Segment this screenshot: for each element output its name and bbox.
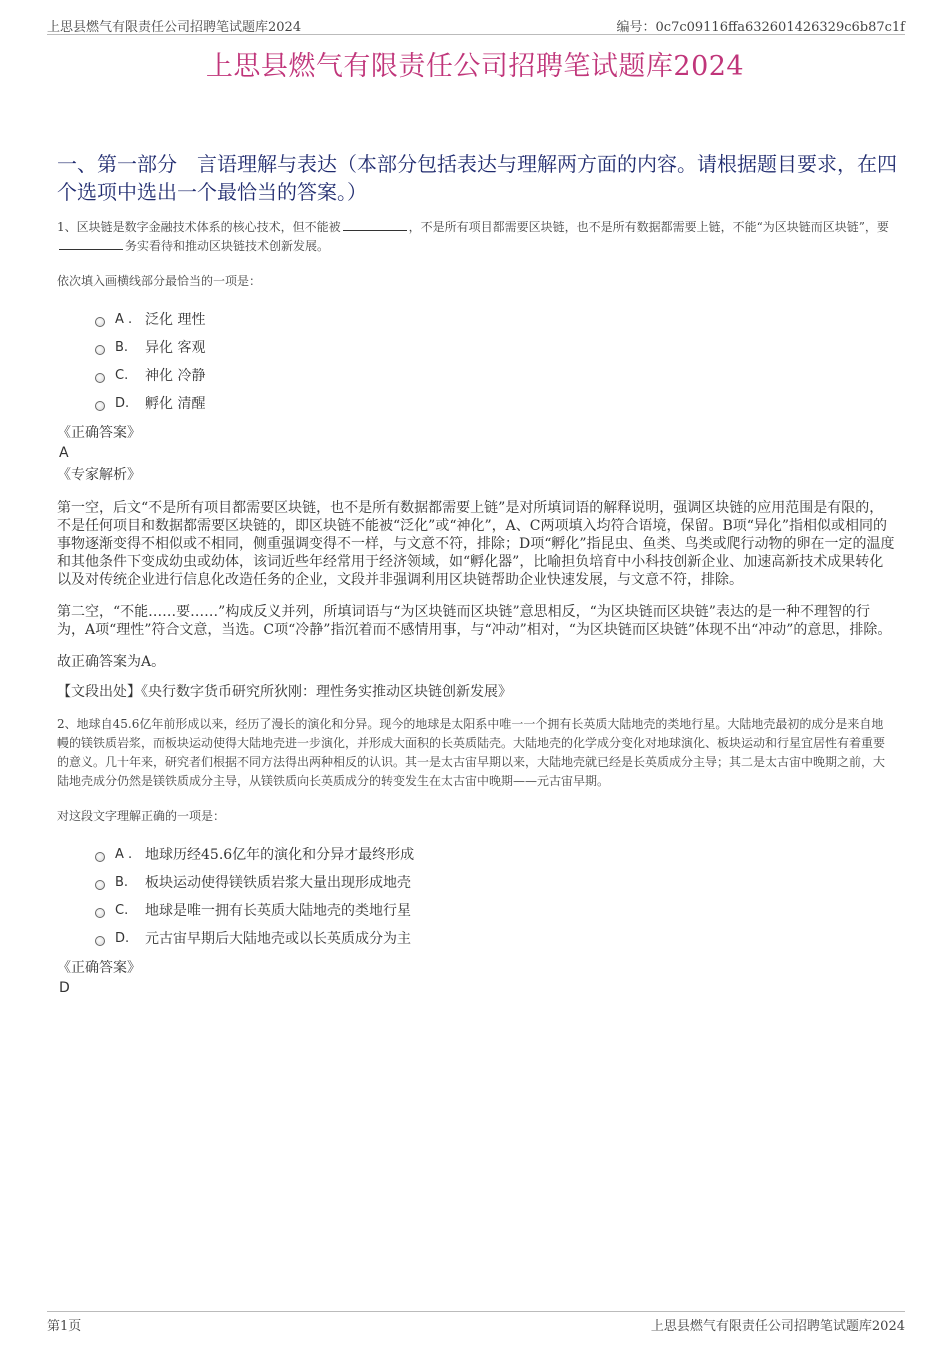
option-text: 孵化 清醒: [145, 396, 206, 412]
fill-blank-1: [343, 218, 407, 231]
page-footer: [47, 1311, 905, 1334]
stem-part-c: 务实看待和推动区块链技术创新发展。: [125, 239, 330, 253]
analysis-paragraph-1: 第一空，后文“不是所有项目都需要区块链，也不是所有数据都需要上链”是对所填词语的解释说明，强调区块链的应用范围是有限的，不是任何项目和数据都需要区块链的，即区块链不能被“泛化”或“神化”，A、C两项填入均符合语境，保留。B项“异化”指相似或相同的事物逐渐变得不相似或不相同，侧重强调变得不一样，与文意不符，排除；D项“孵化”指昆虫、鱼类、鸟类或爬行动物的卵在一定的温度和其他条件下变成幼虫或幼体，该词近些年经常用于经济领域，如“孵化器”，比喻担负培育中小科技创新企业、加速高新技术成果转化以及对传统企业进行信息化改造任务的企业，文段并非强调利用区块链帮助企业快速发展，与文意不符，排除。: [57, 500, 895, 588]
option-c[interactable]: [95, 361, 895, 389]
option-text: 板块运动使得镁铁质岩浆大量出现形成地壳: [145, 875, 411, 891]
option-text: 异化 客观: [145, 340, 206, 356]
question-1-options: [95, 305, 895, 417]
header-doc-id: 编号：0c7c09116ffa632601426329c6b87c1f: [616, 20, 905, 35]
option-letter: C.: [115, 367, 129, 383]
option-b[interactable]: [95, 333, 895, 361]
stem-part-a: 1、区块链是数字金融技术体系的核心技术，但不能被: [57, 220, 341, 234]
analysis-conclusion: 故正确答案为A。: [57, 654, 166, 670]
option-letter: A .: [115, 311, 133, 327]
page-number: 第1页: [47, 1319, 82, 1334]
page-header: [47, 14, 905, 35]
option-letter: A .: [115, 846, 133, 862]
option-a[interactable]: [95, 840, 895, 868]
question-2-stem: 2、地球自45.6亿年前形成以来，经历了漫长的演化和分异。现今的地球是太阳系中唯一一个拥有长英质大陆地壳的类地行星。大陆地壳最初的成分是来自地幔的镁铁质岩浆，而板块运动使得大陆地壳进一步演化，并形成大面积的长英质陆壳。大陆地壳的化学成分变化对地球演化、板块运动和行星宜居性有着重要的意义。几十年来，研究者们根据不同方法得出两种相反的认识。其一是太古宙早期以来，大陆地壳就已经是长英质成分主导；其二是太古宙中晚期之前，大陆地壳成分仍然是镁铁质成分主导，从镁铁质向长英质成分的转变发生在太古宙中晚期——元古宙早期。: [57, 717, 886, 788]
radio-icon[interactable]: [95, 936, 105, 946]
answer-value: A: [59, 445, 69, 461]
section-heading: 一、第一部分 言语理解与表达（本部分包括表达与理解两方面的内容。请根据题目要求，在四个选项中选出一个最恰当的答案。）: [57, 152, 897, 204]
stem-part-b: ，不是所有项目都需要区块链，也不是所有数据都需要上链，不能“为区块链而区块链”，要: [408, 220, 889, 234]
option-letter: C.: [115, 902, 129, 918]
footer-doc-title: 上思县燃气有限责任公司招聘笔试题库2024: [650, 1319, 905, 1334]
analysis-source: 【文段出处】《央行数字货币研究所狄刚：理性务实推动区块链创新发展》: [57, 684, 512, 700]
question-1-stem: [57, 218, 895, 256]
option-text: 泛化 理性: [145, 312, 206, 328]
radio-icon[interactable]: [95, 852, 105, 862]
option-c[interactable]: [95, 896, 895, 924]
header-doc-title: 上思县燃气有限责任公司招聘笔试题库2024: [47, 20, 302, 35]
question-1-prompt: 依次填入画横线部分最恰当的一项是：: [57, 274, 262, 288]
option-text: 神化 冷静: [145, 368, 206, 384]
fill-blank-2: [59, 237, 123, 250]
option-d[interactable]: [95, 924, 895, 952]
option-text: 元古宙早期后大陆地壳或以长英质成分为主: [145, 931, 411, 947]
document-title: 上思县燃气有限责任公司招聘笔试题库2024: [205, 51, 745, 82]
question-2-options: [95, 840, 895, 952]
option-text: 地球是唯一拥有长英质大陆地壳的类地行星: [145, 903, 411, 919]
radio-icon[interactable]: [95, 401, 105, 411]
analysis-paragraph-2: 第二空，“不能……要……”构成反义并列，所填词语与“为区块链而区块链”意思相反，“为区块链而区块链”表达的是一种不理智的行为，A项“理性”符合文意，当选。C项“冷静”指沉着而不感情用事，与“冲动”相对，“为区块链而区块链”体现不出“冲动”的意思，排除。: [57, 604, 892, 638]
option-a[interactable]: [95, 305, 895, 333]
answer-value: D: [59, 980, 70, 996]
radio-icon[interactable]: [95, 908, 105, 918]
radio-icon[interactable]: [95, 345, 105, 355]
option-letter: D.: [115, 395, 130, 411]
option-b[interactable]: [95, 868, 895, 896]
question-1: [57, 218, 895, 701]
question-2: [57, 715, 895, 998]
answer-label: 《正确答案》: [57, 960, 141, 976]
analysis-label: 《专家解析》: [57, 467, 141, 483]
option-text: 地球历经45.6亿年的演化和分异才最终形成: [145, 847, 415, 863]
radio-icon[interactable]: [95, 373, 105, 383]
option-d[interactable]: [95, 389, 895, 417]
question-2-prompt: 对这段文字理解正确的一项是：: [57, 809, 226, 823]
answer-label: 《正确答案》: [57, 425, 141, 441]
option-letter: B.: [115, 339, 129, 355]
option-letter: B.: [115, 874, 129, 890]
radio-icon[interactable]: [95, 880, 105, 890]
questions: [57, 218, 895, 1000]
option-letter: D.: [115, 930, 130, 946]
radio-icon[interactable]: [95, 317, 105, 327]
